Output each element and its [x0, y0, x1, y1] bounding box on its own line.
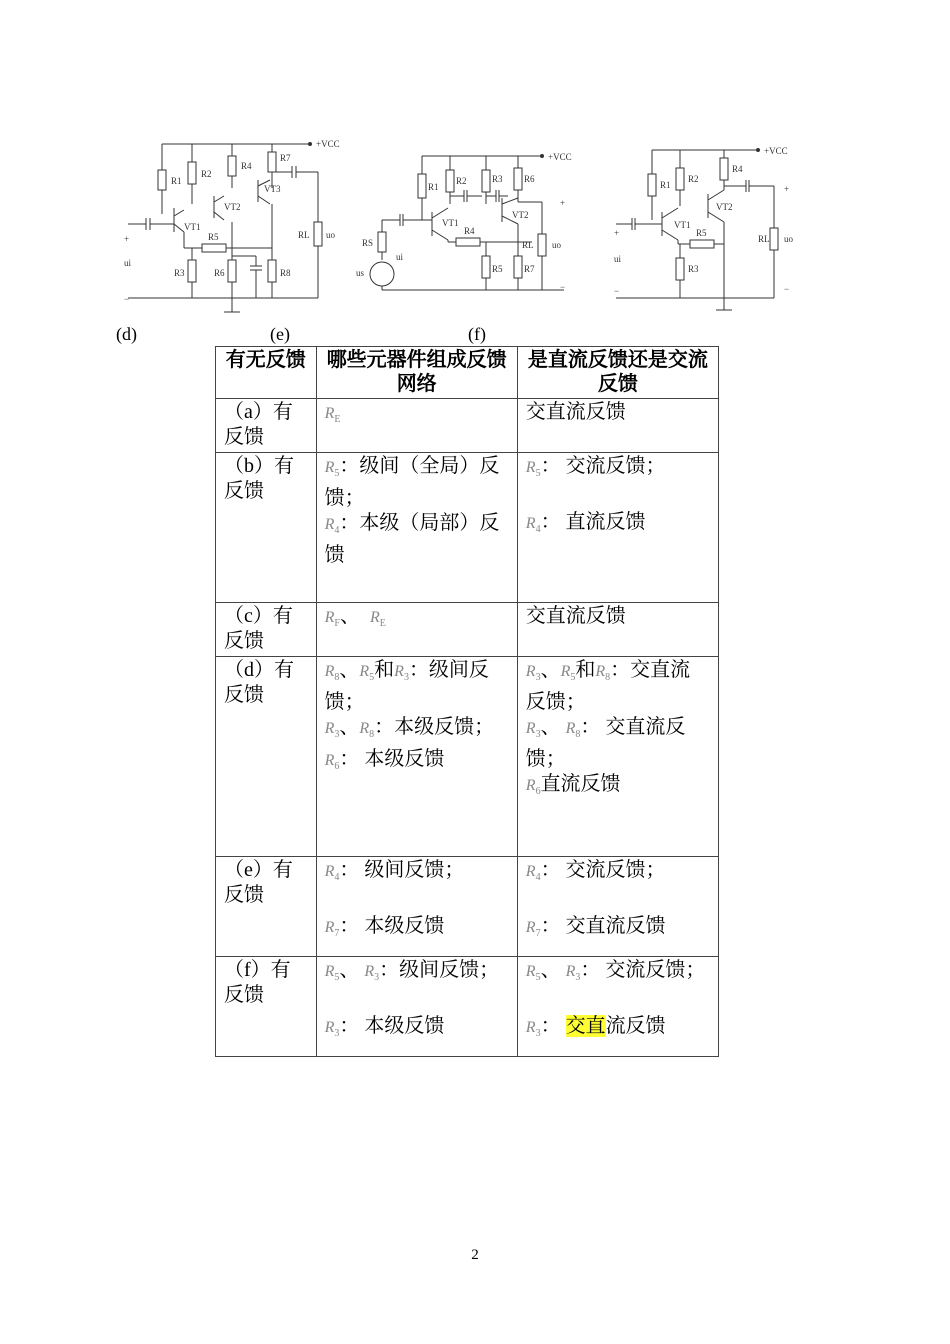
- label-f: (f): [468, 324, 486, 344]
- label-e: (e): [270, 324, 290, 344]
- cell-text: ： 交流反馈；: [540, 859, 666, 881]
- component-symbol: $R_3$: [565, 963, 581, 984]
- type-text: 交直流反馈: [525, 605, 626, 627]
- component-symbol: $R_3$: [525, 720, 541, 741]
- type-cell: [517, 399, 718, 453]
- component-symbol: $R_E$: [369, 609, 386, 630]
- r3-label: R3: [174, 268, 185, 278]
- component-symbol: $R_3$: [525, 663, 541, 684]
- vcc-label: +VCC: [764, 146, 788, 156]
- r3-label: R3: [688, 264, 699, 274]
- component-symbol: $R_3$: [394, 663, 409, 684]
- ui-minus: −: [124, 294, 130, 304]
- component-symbol: $R_3$: [324, 1019, 340, 1040]
- ui-label: ui: [614, 254, 622, 264]
- type-cell: [517, 453, 718, 603]
- header-network: 哪些元器件组成反馈网络: [316, 347, 517, 399]
- cell-text: ：交直流反馈；: [525, 659, 691, 714]
- cell-text: 、: [339, 959, 360, 981]
- case-cell: （a）有反馈: [216, 399, 317, 453]
- table-row: [216, 453, 719, 603]
- component-symbol: $R_4$: [525, 515, 541, 536]
- cell-text: ： 级间反馈；: [339, 859, 465, 881]
- cell-text: ：级间反馈；: [379, 959, 500, 981]
- network-cell: [316, 957, 517, 1057]
- vt2-label: VT2: [224, 202, 241, 212]
- ui-label: ui: [396, 252, 404, 262]
- rl-label: RL: [758, 234, 770, 244]
- cell-text: ： 交流反馈；: [540, 455, 666, 477]
- ui-label: ui: [124, 258, 132, 268]
- type-text: 交直流反馈: [525, 401, 626, 423]
- vt2-label: VT2: [512, 210, 529, 220]
- table-row: [216, 603, 719, 657]
- r4-label: R4: [732, 164, 743, 174]
- r7-label: R7: [524, 264, 535, 274]
- component-symbol: $R_3$: [324, 720, 340, 741]
- cell-text: ： 本级反馈: [339, 748, 445, 771]
- component-symbol: $R_6$: [525, 777, 541, 798]
- cell-text: ： 本级反馈: [339, 915, 445, 938]
- r2-label: R2: [688, 174, 699, 184]
- cell-text: 、: [339, 659, 360, 681]
- cell-text: ：级间（全局）反馈；: [324, 455, 500, 510]
- uo-plus: +: [784, 184, 790, 194]
- uo-minus: −: [560, 282, 566, 292]
- component-symbol: $R_7$: [324, 919, 340, 940]
- cell-text: ：本级反馈；: [374, 716, 495, 739]
- ui-plus: +: [124, 234, 130, 244]
- feedback-table: [215, 346, 719, 1057]
- component-symbol: $R_6$: [324, 752, 340, 773]
- cell-text: 、: [540, 659, 561, 681]
- cell-text: ： 交直流反馈；: [525, 716, 686, 771]
- circuit-d: [120, 132, 340, 317]
- page-number: 2: [471, 1247, 479, 1263]
- component-symbol: $R_5$: [324, 963, 340, 984]
- network-cell: [316, 857, 517, 957]
- r4-label: R4: [241, 161, 252, 171]
- case-cell: （c）有反馈: [216, 603, 317, 657]
- cell-text: ： 本级反馈: [339, 1015, 445, 1038]
- vt1-label: VT1: [674, 220, 691, 230]
- component-symbol: $R_7$: [525, 919, 541, 940]
- r5-label: R5: [696, 228, 707, 238]
- table-row: [216, 957, 719, 1057]
- r1-label: R1: [171, 176, 182, 186]
- rl-label: RL: [522, 240, 534, 250]
- r5-label: R5: [492, 264, 503, 274]
- cell-text: ：: [540, 1015, 561, 1038]
- cell-text: 、: [540, 959, 561, 981]
- uo-label: uo: [326, 230, 335, 240]
- case-cell: （b）有反馈: [216, 453, 317, 603]
- circuit-e: [352, 148, 582, 298]
- network-cell: [316, 399, 517, 453]
- component-symbol: $R_3$: [364, 963, 380, 984]
- type-cell: [517, 603, 718, 657]
- uo-minus: −: [784, 284, 790, 294]
- uo-label: uo: [552, 240, 561, 250]
- ui-minus: −: [614, 286, 620, 296]
- us-label: us: [356, 268, 365, 278]
- rs-label: RS: [362, 238, 374, 248]
- component-symbol: $R_5$: [560, 663, 576, 684]
- cell-text: 、: [540, 716, 561, 739]
- type-cell: [517, 657, 718, 857]
- vcc-label: +VCC: [548, 152, 572, 162]
- component-symbol: $R_3$: [525, 1019, 541, 1040]
- r2-label: R2: [201, 169, 212, 179]
- cell-text: 直流反馈: [540, 773, 621, 796]
- component-symbol: $R_4$: [324, 516, 340, 537]
- component-symbol: $R_5$: [359, 663, 375, 684]
- table-row: [216, 857, 719, 957]
- highlighted-text: 交直: [565, 1015, 606, 1038]
- cell-text: ： 交直流反馈: [540, 915, 666, 938]
- cell-text: ：本级（局部）反馈: [324, 512, 500, 567]
- uo-label: uo: [784, 234, 793, 244]
- component-symbol: $R_5$: [324, 459, 340, 480]
- component-symbol: $R_8$: [359, 720, 375, 741]
- component-symbol: $R_4$: [525, 863, 541, 884]
- vt2-label: VT2: [716, 202, 733, 212]
- cell-text: 和: [374, 659, 395, 681]
- component-symbol: $R_8$: [565, 720, 581, 741]
- r1-label: R1: [428, 182, 439, 192]
- cell-text: ： 直流反馈: [540, 511, 646, 534]
- label-d: (d): [116, 324, 137, 344]
- table-row: [216, 399, 719, 453]
- vcc-label: +VCC: [316, 139, 340, 149]
- vt1-label: VT1: [184, 222, 201, 232]
- ui-plus: +: [614, 228, 620, 238]
- network-cell: [316, 603, 517, 657]
- type-cell: [517, 957, 718, 1057]
- network-cell: [316, 657, 517, 857]
- table-header-row: [216, 347, 719, 399]
- r5-label: R5: [208, 232, 219, 242]
- r1-label: R1: [660, 180, 671, 190]
- circuit-f: [612, 140, 822, 315]
- cell-text: 、: [339, 605, 360, 627]
- r4-label: R4: [464, 226, 475, 236]
- cell-text: 、: [339, 716, 360, 739]
- r7-label: R7: [280, 153, 291, 163]
- component-symbol: $R_4$: [324, 863, 340, 884]
- r2-label: R2: [456, 176, 467, 186]
- component-symbol: $R_5$: [525, 963, 541, 984]
- r6-label: R6: [214, 268, 225, 278]
- case-cell: （e）有反馈: [216, 857, 317, 957]
- header-has-feedback: 有无反馈: [216, 347, 317, 399]
- header-type: 是直流反馈还是交流反馈: [517, 347, 718, 399]
- rl-label: RL: [298, 230, 310, 240]
- vt1-label: VT1: [442, 218, 459, 228]
- component-symbol: $R_F$: [324, 609, 340, 630]
- vt3-label: VT3: [264, 184, 281, 194]
- r8-label: R8: [280, 268, 291, 278]
- component-symbol: $R_5$: [525, 459, 541, 480]
- table-row: [216, 657, 719, 857]
- cell-text: 和: [575, 659, 596, 681]
- cell-text: 流反馈: [605, 1015, 666, 1038]
- network-cell: [316, 453, 517, 603]
- cell-text: ： 交流反馈；: [580, 959, 706, 981]
- component-symbol: $R_E$: [324, 405, 341, 426]
- case-cell: （f）有反馈: [216, 957, 317, 1057]
- r3-label: R3: [492, 174, 503, 184]
- case-cell: （d）有反馈: [216, 657, 317, 857]
- r6-label: R6: [524, 174, 535, 184]
- cell-text: ：级间反馈；: [324, 659, 489, 714]
- type-cell: [517, 857, 718, 957]
- component-symbol: $R_8$: [595, 663, 611, 684]
- uo-plus: +: [560, 198, 566, 208]
- component-symbol: $R_8$: [324, 663, 340, 684]
